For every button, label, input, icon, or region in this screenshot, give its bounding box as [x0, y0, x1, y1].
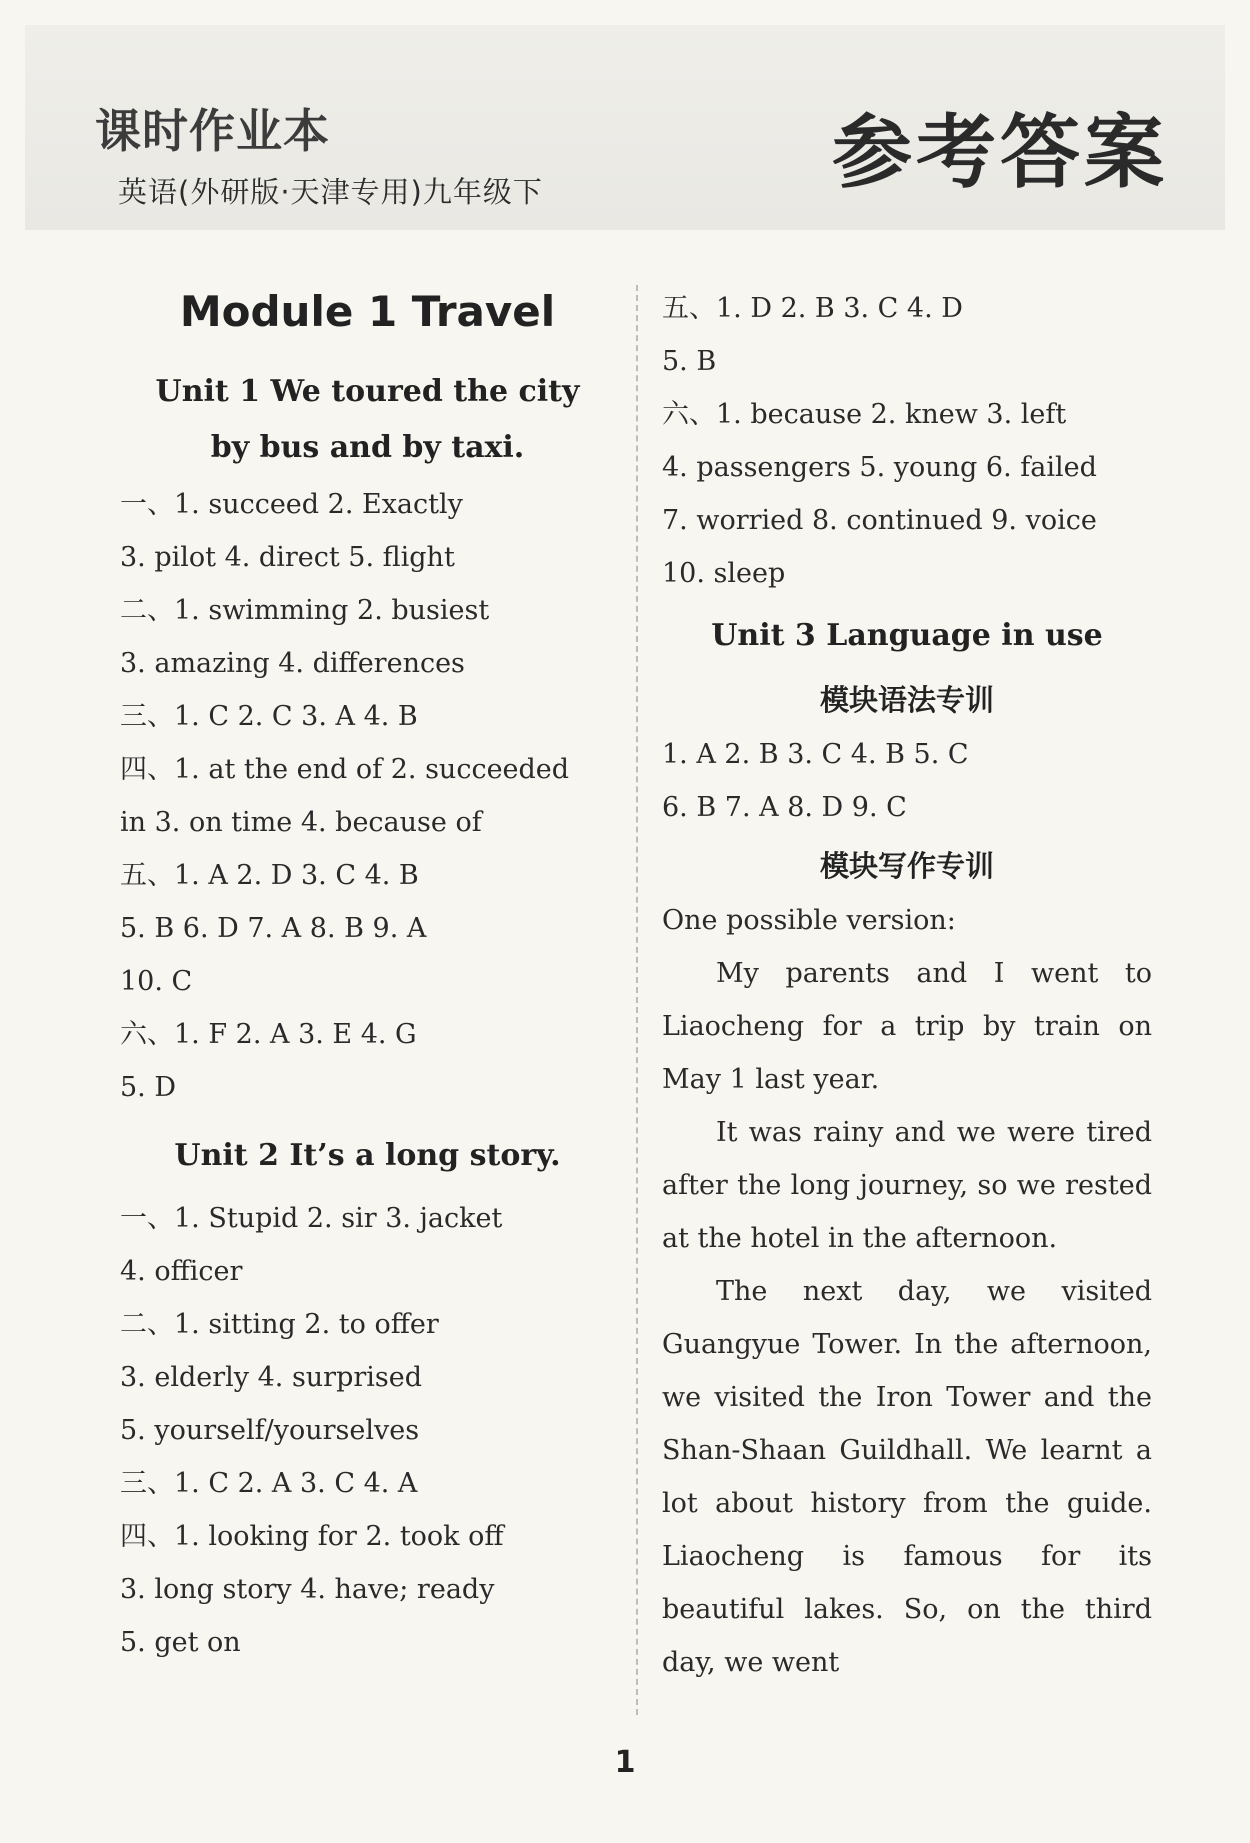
unit3-title: Unit 3 Language in use: [711, 618, 1103, 653]
answer-line: 三、1. C 2. A 3. C 4. A: [120, 1468, 418, 1499]
answer-line: 六、1. F 2. A 3. E 4. G: [120, 1019, 417, 1050]
answer-line: 5. D: [120, 1072, 176, 1103]
answer-line: 5. yourself/yourselves: [120, 1415, 420, 1446]
answer-line: 6. B 7. A 8. D 9. C: [662, 792, 907, 823]
answer-line: in 3. on time 4. because of: [120, 807, 482, 838]
answer-line: 四、1. at the end of 2. succeeded: [120, 754, 570, 785]
answer-line: 3. long story 4. have; ready: [120, 1574, 495, 1605]
answer-line: 一、1. Stupid 2. sir 3. jacket: [120, 1203, 503, 1234]
sample-essay: [662, 894, 1152, 1689]
module-title: Module 1 Travel: [179, 287, 556, 336]
unit2-answers-continued: [662, 282, 1152, 600]
answer-line: 1. A 2. B 3. C 4. B 5. C: [662, 739, 969, 770]
page-number: 1: [614, 1745, 636, 1780]
grammar-answers: [662, 728, 1152, 834]
answer-line: 二、1. sitting 2. to offer: [120, 1309, 439, 1340]
answer-line: 五、1. D 2. B 3. C 4. D: [662, 293, 963, 324]
unit2-answers: [120, 1192, 615, 1669]
answer-line: 3. amazing 4. differences: [120, 648, 465, 679]
left-column: [120, 282, 615, 1669]
answer-line: 三、1. C 2. C 3. A 4. B: [120, 701, 418, 732]
column-divider: [636, 285, 638, 1715]
essay-paragraph: The next day, we visited Guangyue Tower. In the afternoon, we visited the Iron Tower and the Shan-Shaan Guildhall. We learnt a lot about history from the guide. Liaocheng is famous for its beautiful lakes. So, on the third day, we went: [662, 1276, 1152, 1678]
answer-line: 5. get on: [120, 1627, 241, 1658]
writing-section-title: 模块写作专训: [819, 849, 994, 883]
answer-line: 六、1. because 2. knew 3. left: [662, 399, 1067, 430]
answer-line: 一、1. succeed 2. Exactly: [120, 489, 463, 520]
answer-line: 五、1. A 2. D 3. C 4. B: [120, 860, 419, 891]
right-column: [662, 282, 1152, 1689]
essay-lead: One possible version:: [662, 905, 956, 936]
unit1-title-line-b: by bus and by taxi.: [210, 430, 525, 465]
essay-paragraph: It was rainy and we were tired after the long journey, so we rested at the hotel in the afternoon.: [662, 1117, 1152, 1254]
answer-line: 5. B: [662, 346, 717, 377]
unit2-title: Unit 2 It’s a long story.: [174, 1138, 561, 1173]
answer-line: 10. sleep: [662, 558, 786, 589]
answer-title: 参考答案: [832, 106, 1168, 199]
answer-line: 四、1. looking for 2. took off: [120, 1521, 504, 1552]
unit1-title: [120, 364, 615, 476]
answer-line: 3. pilot 4. direct 5. flight: [120, 542, 455, 573]
unit1-title-line-a: Unit 1 We toured the city: [155, 374, 580, 409]
unit1-answers: [120, 478, 615, 1114]
answer-line: 二、1. swimming 2. busiest: [120, 595, 490, 626]
grammar-section-title: 模块语法专训: [819, 683, 994, 717]
answer-line: 7. worried 8. continued 9. voice: [662, 505, 1097, 536]
answer-line: 5. B 6. D 7. A 8. B 9. A: [120, 913, 427, 944]
essay-paragraph: My parents and I went to Liaocheng for a trip by train on May 1 last year.: [662, 958, 1152, 1095]
book-subtitle: 英语(外研版·天津专用)九年级下: [118, 175, 543, 209]
book-title: 课时作业本: [95, 104, 330, 158]
answer-line: 4. passengers 5. young 6. failed: [662, 452, 1097, 483]
answer-line: 4. officer: [120, 1256, 243, 1287]
answer-line: 3. elderly 4. surprised: [120, 1362, 423, 1393]
answer-line: 10. C: [120, 966, 193, 997]
